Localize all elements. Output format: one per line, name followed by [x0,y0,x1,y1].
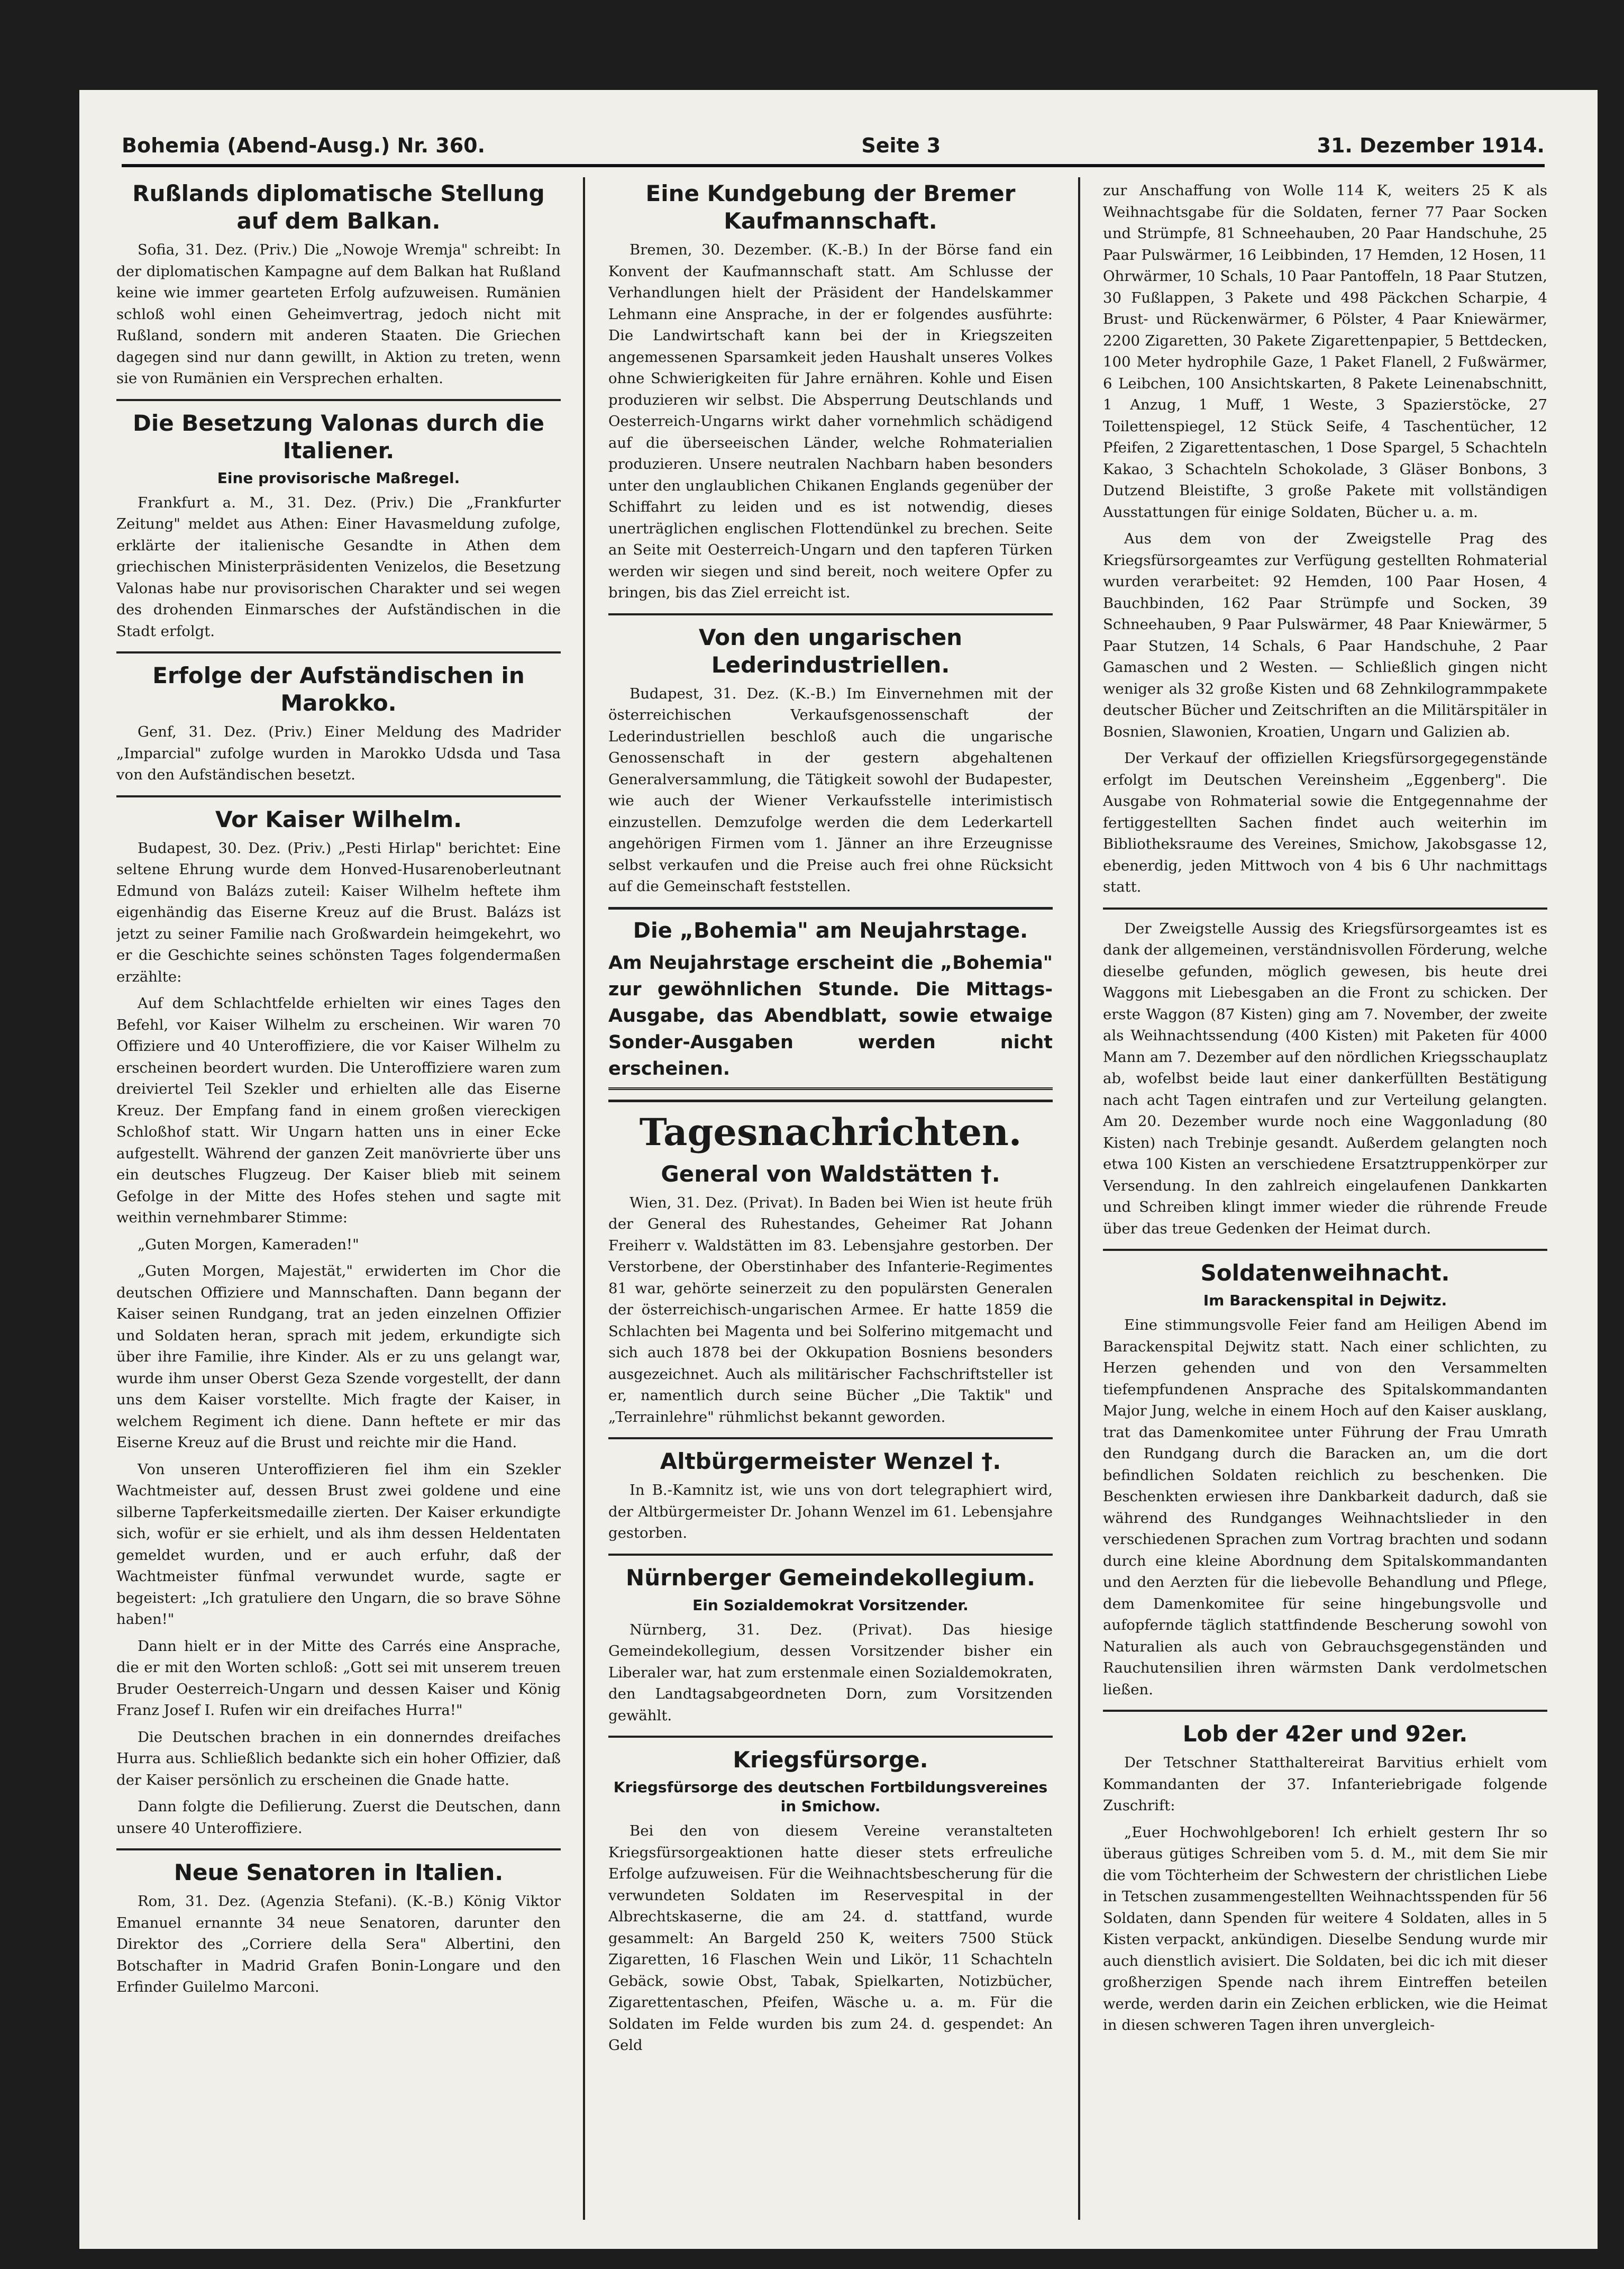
article-body: Eine stimmungsvolle Feier fand am Heiligen Abend im Barackenspital Dejwitz statt. Nach einer schlichten, zu Herzen gehenden und von den Versammelten tiefempfundenen Ansprache des Spitalskommandanten Major Jung, welche in einem Hoch auf den Kaiser ausklang, trat das Damenkomitee unter Führung der Frau Umrath den Rundgang durch die Baracken an, um die dort befindlichen Soldaten reichlich zu beschenken. Die Beschenkten erwiesen ihre Dankbarkeit dadurch, daß sie während des Rundganges Weihnachtslieder in den verschiedenen Sprachen zum Vortrag brachten und sodann durch eine kleine Abordnung dem Spitalskommandanten und den Aerzten für die liebevolle Behandlung und Pflege, dem Damenkomitee für seine hingebungsvolle und aufopfernde täglich stattfindende Bescherung sowohl von Naturalien als auch von Gebrauchsgegenständen und Rauchutensilien ihren wärmsten Dank verdolmetschen ließen. [1103,1317,1547,1698]
paragraph: Auf dem Schlachtfelde erhielten wir eines Tages den Befehl, vor Kaiser Wilhelm zu erscheinen. Wir waren 70 Offiziere und 40 Unteroffiziere, die vor Kaiser Wilhelm zu erscheinen beordert wurden. Die Unteroffiziere waren zum dreiviertel Teil Szekler und erhielten alle das Eiserne Kreuz. Der Empfang fand in einem großen viereckigen Schloßhof statt. Wir Ungarn hatten uns in einer Ecke aufgestellt. Während der ganzen Zeit manövrierte über uns ein deutsches Flugzeug. Der Kaiser blieb mit seinem Gefolge in der Mitte des Hofes stehen und sagte mit weithin vernehmbarer Stimme: [116,995,561,1226]
article-kriegsfuersorge [608,1746,1053,2056]
article-divider [116,651,561,654]
headline: Von den ungarischen Lederindustriellen. [698,624,963,678]
headline: Neue Senatoren in Italien. [174,1859,504,1885]
article-valona [116,410,561,642]
section-title: Tagesnachrichten. [608,1100,1053,1156]
article-russland [116,180,561,389]
headline: Erfolge der Aufständischen in Marokko. [152,662,525,716]
headline: Die Besetzung Valonas durch die Italiener. [132,410,545,464]
article-body: Sofia, 31. Dez. (Priv.) Die „Nowoje Wremja" schreibt: In der diplomatischen Kampagne auf dem Balkan hat Rußland keine wie immer gearteten Erfolg aufzuweisen. Rumänien schloß wohl einen Geheimvertrag, jedoch nicht mit Rußland, sondern mit anderen Staaten. Die Griechen dagegen sind nur dann gewillt, in Aktion zu treten, wenn sie von Rumänien ein Versprechen erhalten. [116,241,561,387]
notice-box [608,907,1053,1090]
paragraph: Von unseren Unteroffizieren fiel ihm ein Szekler Wachtmeister auf, dessen Brust zwei goldene und eine silberne Tapferkeitsmedaille zierten. Der Kaiser erkundigte sich, wofür er sie erhielt, und als ihm dessen Heldentaten gemeldet wurden, und er auch erfuhr, daß der Wachtmeister fünfmal verwundet wurde, sagte er begeistert: „Ich gratuliere den Ungarn, die so brave Söhne haben!" [116,1460,561,1628]
subheadline: Kriegsfürsorge des deutschen Fortbildungsvereines in Smichow. [613,1778,1048,1815]
article-bremer-kaufmannschaft [608,180,1053,604]
article-body: Wien, 31. Dez. (Privat). In Baden bei Wien ist heute früh der General des Ruhestandes, Geheimer Rat Johann Freiherr v. Waldstätten im 83. Lebensjahre gestorben. Der Verstorbene, der Oberstinhaber des Infanterie-Regimentes 81 war, gehörte seinerzeit zu den populärsten Generalen der österreichisch-ungarischen Armee. Er hatte 1859 die Schlachten bei Magenta und bei Solferino mitgemacht und sich auch 1878 bei der Okkupation Bosniens besonders ausgezeichnet. Auch als militärischer Fachschriftsteller ist er, namentlich durch seine Bücher „Die Taktik" und „Terrainlehre" rühmlichst bekannt geworden. [608,1194,1053,1426]
column-2 [608,180,1053,2212]
paragraph: Der Verkauf der offiziellen Kriegsfürsorgegegenstände erfolgt im Deutschen Vereinsheim „Eggenberg". Die Ausgabe von Rohmaterial sowie die Entgegennahme der fertiggestellten Sachen findet auch weiterhin im Bibliotheksraume des Vereines, Smichow, Jakobsgasse 12, ebenerdig, jeden Mittwoch von 4 bis 6 Uhr nachmittags statt. [1103,750,1547,895]
article-body: Nürnberg, 31. Dez. (Privat). Das hiesige Gemeindekollegium, dessen Vorsitzender bisher ein Liberaler war, hat zum erstenmale einen Sozialdemokraten, den Landtagsabgeordneten Dorn, zum Vorsitzenden gewählt. [608,1621,1053,1724]
article-body: Bei den von diesem Vereine veranstalteten Kriegsfürsorgeaktionen hatte dieser stets erfreuliche Erfolge aufzuweisen. Für die Weihnachtsbescherung für die verwundeten Soldaten im Reservespital in der Albrechtskaserne, die am 24. d. stattfand, wurde gesammelt: An Bargeld 250 K, weiters 7500 Stück Zigaretten, 16 Flaschen Wein und Likör, 11 Schachteln Gebäck, sowie Obst, Tabak, Spielkarten, Notizbücher, Zigarettentaschen, Pfeifen, Wäsche u. a. m. Für die Soldaten im Felde wurden bis zum 24. d. gespendet: An Geld [608,1822,1053,2054]
headline: Altbürgermeister Wenzel †. [660,1448,1001,1474]
column-rule [1078,177,1080,2220]
masthead-issue: Bohemia (Abend-Ausg.) Nr. 360. [122,134,486,157]
paragraph: Dann folgte die Defilierung. Zuerst die Deutschen, dann unsere 40 Unteroffiziere. [116,1798,561,1837]
article-body: In B.-Kamnitz ist, wie uns von dort telegraphiert wird, der Altbürgermeister Dr. Johann Wenzel im 61. Lebensjahre gestorben. [608,1482,1053,1541]
notice-title: Die „Bohemia" am Neujahrstage. [633,918,1028,943]
article-zweigstelle-aussig [1103,918,1547,1240]
paragraph: Dann hielt er in der Mitte des Carrés eine Ansprache, die er mit den Worten schloß: „Gott sei mit unserem treuen Bruder Oesterreich-Ungarn und dessen Kaiser und König Franz Josef I. Rufen wir ein dreifaches Hurra!" [116,1637,561,1719]
subheadline: Eine provisorische Maßregel. [217,469,460,487]
article-body: Bremen, 30. Dezember. (K.-B.) In der Börse fand ein Konvent der Kaufmannschaft statt. Am Schlusse der Verhandlungen hielt der Präsident der Handelskammer Lehmann eine Ansprache, in der er folgendes ausführte: Die Landwirtschaft kann bei der in Kriegszeiten angemessenen Sparsamkeit jeden Haushalt unseres Volkes ohne Schwierigkeiten für Jahre ernähren. Kohle und Eisen produzieren wir selbst. Die Absperrung Deutschlands und Oesterreich-Ungarns wirkt daher vornehmlich schädigend auf die überseeischen Länder, welche Rohmaterialien produzieren. Unsere neutralen Nachbarn haben besonders unter den unglaublichen Chikanen Englands gegenüber der Schiffahrt zu leiden und es ist notwendig, dieses unerträglichen englischen Flottendünkel zu brechen. Seite an Seite mit Oesterreich-Ungarn und den tapferen Türken werden wir siegen und sind bereit, noch weitere Opfer zu bringen, bis das Ziel erreicht ist. [608,241,1053,601]
article-body: Budapest, 30. Dez. (Priv.) „Pesti Hirlap" berichtet: Eine seltene Ehrung wurde dem Honved-Husarenoberleutnant Edmund von Balázs zuteil: Kaiser Wilhelm heftete ihm eigenhändig das Eiserne Kreuz auf die Brust. Balázs ist jetzt zu seiner Familie nach Großwardein heimgekehrt, wo er die Geschichte seines schönsten Tages folgendermaßen erzählte: [116,839,561,985]
column-1 [116,180,561,2212]
article-lederindustrielle [608,624,1053,897]
article-soldatenweihnacht [1103,1259,1547,1700]
headline: Kriegsfürsorge. [733,1747,928,1773]
paragraph: Aus dem von der Zweigstelle Prag des Kriegsfürsorgeamtes zur Verfügung gestellten Rohmaterial wurden verarbeitet: 92 Hemden, 100 Paar Hosen, 4 Bauchbinden, 162 Paar Strümpfe und Socken, 39 Schneehauben, 9 Paar Pulswärmer, 48 Paar Kniewärmer, 5 Paar Stutzen, 14 Schals, 6 Paar Handschuhe, 2 Paar Gamaschen und 2 Westen. — Schließlich gingen nicht weniger als 32 große Kisten und 68 Zehnkilogrammpakete deutscher Bücher und Zeitschriften an die Militärspitäler in Bosnien, Slawonien, Kroatien, Ungarn und Galizien ab. [1103,530,1547,740]
article-body: Rom, 31. Dez. (Agenzia Stefani). (K.-B.) König Viktor Emanuel ernannte 34 neue Senatoren, darunter den Direktor des „Corriere della Sera" Albertini, den Botschafter in Madrid Grafen Bonin-Longare und den Erfinder Guilelmo Marconi. [116,1893,561,1995]
article-lob-42er-92er [1103,1720,1547,2036]
headline: Nürnberger Gemeindekollegium. [626,1564,1035,1591]
article-body: zur Anschaffung von Wolle 114 K, weiters 25 K als Weihnachtsgabe für die Soldaten, ferner 77 Paar Socken und Strümpfe, 81 Schneehauben, 20 Paar Handschuhe, 25 Paar Pulswärmer, 16 Leibbinden, 17 Hemden, 12 Hosen, 11 Ohrwärmer, 10 Schals, 10 Paar Pantoffeln, 18 Paar Stutzen, 30 Fußlappen, 3 Pakete und 498 Päckchen Scharpie, 4 Brust- und Rückenwärmer, 6 Pölster, 4 Paar Kniewärmer, 2200 Zigaretten, 30 Pakete Zigarettenpapier, 5 Bettdecken, 100 Meter hydrophile Gaze, 1 Paket Flanell, 2 Fußwärmer, 6 Leibchen, 100 Ansichtskarten, 8 Pakete Leinenabschnitt, 1 Anzug, 1 Muff, 1 Weste, 3 Spazierstöcke, 27 Toilettenspiegel, 12 Stück Seife, 4 Taschentücher, 12 Pfeifen, 2 Zigarettentaschen, 1 Dose Spargel, 5 Schachteln Kakao, 3 Schachteln Schokolade, 3 Gläser Bonbons, 3 Dutzend Bleistifte, 3 große Pakete mit vollständigen Ausstattungen für einige Soldaten, Bücher u. a. m. [1103,182,1547,521]
article-body: Der Tetschner Statthaltereirat Barvitius erhielt vom Kommandanten der 37. Infanteriebrigade folgende Zuschrift: [1103,1754,1547,1814]
article-marokko [116,662,561,786]
article-waldstaetten [608,1160,1053,1428]
article-nuernberg [608,1564,1053,1727]
headline: Soldatenweihnacht. [1200,1260,1450,1286]
paragraph: Die Deutschen brachen in ein donnerndes dreifaches Hurra aus. Schließlich bedankte sich ein hoher Offizier, daß der Kaiser persönlich zu erscheinen die Gnade hatte. [116,1728,561,1789]
article-body: Der Zweigstelle Aussig des Kriegsfürsorgeamtes ist es dank der allgemeinen, verständnisvollen Förderung, welche dieselbe gefunden, möglich gewesen, bis heute drei Waggons mit Liebesgaben an die Front zu schicken. Der erste Waggon (87 Kisten) ging am 7. November, der zweite als Weihnachtssendung (400 Kisten) mit Paketen für 4000 Mann am 7. Dezember auf den nördlichen Kriegsschauplatz ab, wofelbst beide laut einer dankerfüllten Bestätigung nach acht Tagen eintrafen und zur Verteilung gelangten. Am 20. Dezember wurde noch eine Waggonladung (80 Kisten) nach Trebinje gesandt. Außerdem gelangten noch etwa 100 Kisten an verschiedene Ersatztruppenkörper zur Versendung. In den zahlreich eingelaufenen Dankkarten und Schreiben klingt immer wieder die rührende Freude über das treue Gedenken der Heimat durch. [1103,920,1547,1237]
article-divider [116,399,561,401]
newspaper-page [79,90,1598,2249]
article-body: Frankfurt a. M., 31. Dez. (Priv.) Die „Frankfurter Zeitung" meldet aus Athen: Einer Havasmeldung zufolge, erklärte der italienische Gesandte in Athen dem griechischen Ministerpräsidenten Venizelos, die Besetzung Valonas habe nur provisorischen Charakter und sei wegen des drohenden Einmarsches der Aufständischen in die Stadt erfolgt. [116,494,561,640]
article-divider [116,1848,561,1850]
article-divider [1103,1249,1547,1251]
article-divider [608,613,1053,615]
headline: Eine Kundgebung der Bremer Kaufmannschaft. [645,180,1016,234]
headline: Rußlands diplomatische Stellung auf dem Balkan. [132,180,545,234]
column-rule [583,177,585,2220]
article-divider [1103,1710,1547,1712]
headline: General von Waldstätten †. [661,1160,1000,1187]
column-3 [1103,180,1547,2212]
article-kaiser-wilhelm [116,806,561,1839]
subheadline: Ein Sozialdemokrat Vorsitzender. [692,1596,969,1614]
article-body: Budapest, 31. Dez. (K.-B.) Im Einvernehmen mit der österreichischen Verkaufsgenossenschaft der Lederindustriellen beschloß auch die ungarische Genossenschaft in der gestern abgehaltenen Generalversammlung, die Tätigkeit sowohl der Budapester, wie auch der Wiener Verkaufsstelle interimistisch einzustellen. Demzufolge werden die dem Lederkartell angehörigen Firmen vom 1. Jänner an ihre Erzeugnisse selbst verkaufen und die Preise auch frei ohne Rücksicht auf die Gemeinschaft feststellen. [608,685,1053,895]
article-wenzel [608,1448,1053,1544]
article-divider [608,1736,1053,1738]
article-senatoren [116,1859,561,1998]
paragraph: „Guten Morgen, Kameraden!" [138,1236,359,1253]
article-divider [1103,907,1547,910]
article-kriegsfuersorge-continued [1103,180,1547,898]
article-divider [608,1554,1053,1556]
paragraph: „Guten Morgen, Majestät," erwiderten im Chor die deutschen Offiziere und Mannschaften. Dann begann der Kaiser seinen Rundgang, trat an jeden einzelnen Offizier und Soldaten heran, sprach mit jedem, erkundigte sich über ihre Familie, ihre Kinder. Als er zu uns gelangt war, wurde ihm unser Oberst Geza Szende vorgestellt, der dann uns dem Kaiser vorstellte. Mich fragte der Kaiser, in welchem Regiment ich diene. Dann heftete er mir das Eiserne Kreuz auf die Brust und reichte mir die Hand. [116,1263,561,1451]
issue-date: 31. Dezember 1914. [1317,134,1545,157]
subheadline: Im Barackenspital in Dejwitz. [1203,1292,1447,1309]
article-divider [116,795,561,797]
article-divider [608,1437,1053,1439]
headline: Vor Kaiser Wilhelm. [215,806,462,832]
running-head [122,127,1545,167]
article-body: Genf, 31. Dez. (Priv.) Einer Meldung des Madrider „Imparcial" zufolge wurden in Marokko Udsda und Tasa von den Aufständischen besetzt. [116,723,561,783]
paragraph: „Euer Hochwohlgeboren! Ich erhielt gestern Ihr so überaus gütiges Schreiben vom 5. d. M., mit dem Sie mir die vom Töchterheim der Schwestern der christlichen Liebe in Tetschen zusammengestellten Weihnachtsspenden für 56 Soldaten, dann Spenden für weitere 4 Soldaten, alles in 5 Kisten verpackt, ankündigen. Dieselbe Sendung wurde mir auch dienstlich avisiert. Die Soldaten, bei dic ich mit dieser großherzigen Spende nach ihrem Eintreffen beteilen werde, werden darin ein Zeichen erblicken, wie die Heimat in diesen schweren Tagen ihren unvergleich- [1103,1823,1547,2034]
page-number: Seite 3 [861,134,941,157]
notice-body: Am Neujahrstage erscheint die „Bohemia" zur gewöhnlichen Stunde. Die Mittags-Ausgabe, das Abendblatt, sowie etwaige Sonder-Ausgaben werden nicht erscheinen. [608,952,1053,1079]
headline: Lob der 42er und 92er. [1182,1721,1468,1747]
